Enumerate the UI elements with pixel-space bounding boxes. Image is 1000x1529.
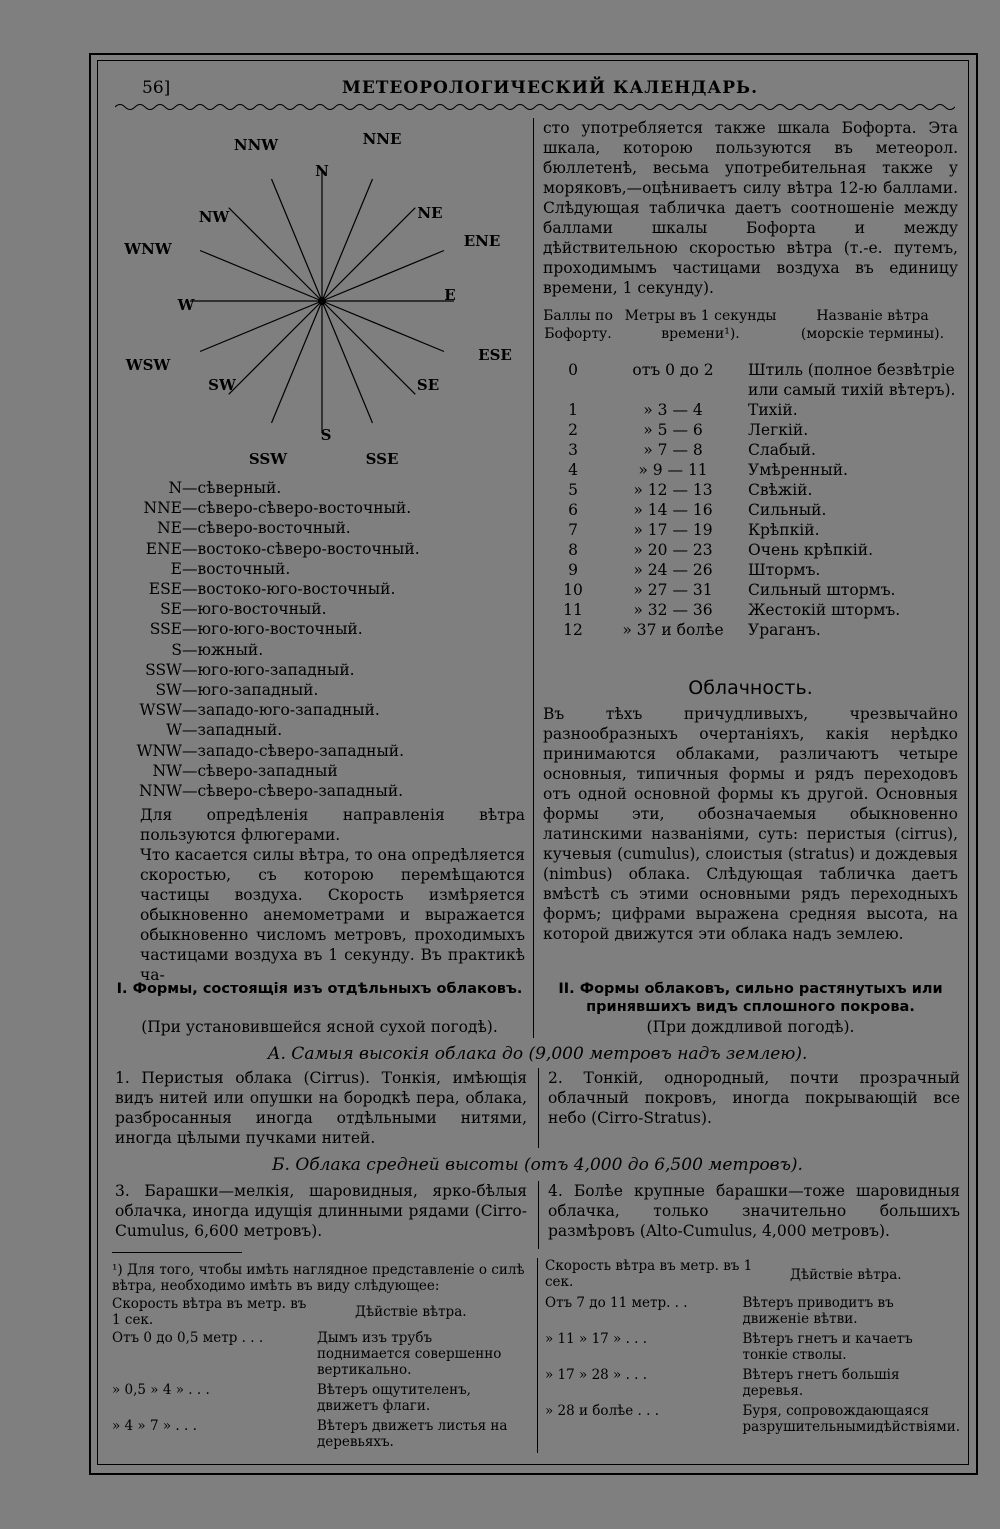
direction-name: —юго-юго-восточный. <box>182 620 363 639</box>
footnote-speed: Отъ 0 до 0,5 метр . . . <box>112 1330 264 1346</box>
cloud-item-4: 4. Болѣе крупные барашки—тоже шаровидныя облачка, только значительно большихъ размѣровъ (Alto-Cumulus, 4,000 метровъ). <box>548 1182 960 1240</box>
footnote-speed: » 4 » 7 » . . . <box>112 1418 197 1434</box>
footnote-intro: ¹) Для того, чтобы имѣть наглядное представленіе о силѣ вѣтра, необходимо имѣть въ виду слѣдующее: <box>112 1262 525 1294</box>
beaufort-ball: 3 <box>568 441 578 459</box>
item-divider-a <box>538 1068 539 1148</box>
direction-name: —сѣверо-восточный. <box>182 519 351 538</box>
section-i-note: (При установившейся ясной сухой погодѣ). <box>141 1018 498 1036</box>
direction-row <box>112 640 263 660</box>
compass-rose <box>110 118 530 478</box>
beaufort-speed: » 20 — 23 <box>633 541 713 559</box>
compass-label-w: W <box>177 296 195 314</box>
section-ii-note: (При дождливой погодѣ). <box>646 1018 855 1036</box>
footnote-row <box>545 1367 960 1403</box>
beaufort-name: Штормъ. <box>748 561 821 579</box>
cloud-item-2: 2. Тонкій, однородный, почти прозрачный облачный покровъ, иногда покрывающій все небо (Cirro-Stratus). <box>548 1069 960 1127</box>
cloud-item-1: 1. Перистыя облака (Cirrus). Тонкія, имѣющія видъ нитей или опушки на бородкѣ пера, облака, разбросанныя иногда отдѣльными нитями, иногда цѣлыми пучками нитей. <box>115 1069 527 1147</box>
section-ii-title: II. Формы облаковъ, сильно растянутыхъ или принявшихъ видъ сплошного покрова. <box>558 981 943 1015</box>
beaufort-ball: 11 <box>563 601 583 619</box>
beaufort-row <box>548 580 958 600</box>
beaufort-header-name: Названіе вѣтра (морскіе термины). <box>800 308 945 342</box>
compass-center <box>318 297 326 305</box>
beaufort-speed: » 12 — 13 <box>633 481 713 499</box>
direction-row <box>112 579 395 599</box>
footnote-effect: Дымъ изъ трубъ поднимается совершенно вертикально. <box>316 1330 502 1378</box>
direction-abbr: NNE <box>143 499 182 518</box>
direction-name: —сѣверо-сѣверо-восточный. <box>182 499 412 518</box>
direction-abbr: SW <box>155 681 182 699</box>
direction-abbr: NE <box>157 519 182 538</box>
compass-label-wsw: WSW <box>125 356 171 374</box>
footnote-rule <box>112 1252 242 1253</box>
compass-label-nw: NW <box>198 208 230 226</box>
section-i-title: I. Формы, состоящія изъ отдѣльныхъ облаковъ. <box>116 981 523 997</box>
beaufort-name: Ураганъ. <box>748 621 821 639</box>
direction-abbr: NW <box>152 761 182 780</box>
beaufort-speed: » 9 — 11 <box>638 461 708 479</box>
footnote-divider <box>537 1258 538 1453</box>
compass-ray-se <box>322 301 415 394</box>
direction-row <box>112 700 380 720</box>
beaufort-ball: 12 <box>563 621 583 639</box>
compass-ray-sw <box>229 301 322 394</box>
compass-label-ssw: SSW <box>248 450 288 468</box>
footnote-speed: » 11 » 17 » . . . <box>545 1331 648 1347</box>
right-paragraph-1: сто употребляется также шкала Бофорта. Эта шкала, которою пользуются въ метеорол. бюллетенѣ, весьма употребительная также у моряковъ,—оцѣниваетъ силу вѣтра 12-ю баллами. Слѣдующая табличка даетъ соотношеніе между баллами шкалы Бофорта и между дѣйствительною скоростью вѣтра (т.-е. путемъ, проходимымъ частицами воздуха въ единицу времени, 1 секунду). <box>543 119 958 297</box>
group-a-heading: А. Самыя высокія облака до (9,000 метровъ надъ землею). <box>267 1044 808 1064</box>
beaufort-speed: » 14 — 16 <box>633 501 713 519</box>
beaufort-name: Очень крѣпкій. <box>748 541 874 559</box>
beaufort-row <box>548 540 958 560</box>
direction-abbr: N <box>168 479 182 497</box>
direction-row <box>112 559 290 579</box>
group-b-heading: Б. Облака средней высоты (отъ 4,000 до 6,500 метровъ). <box>272 1155 803 1175</box>
clouds-paragraph: Въ тѣхъ причудливыхъ, чрезвычайно разнообразныхъ очертаніяхъ, какія нерѣдко принимаются облаками, различаютъ четыре основныя, типичныя формы и рядъ переходовъ отъ одной основной формы къ другой. Основныя формы эти, обозначаемыя обыкновенно латинскими названіями, суть: перистыя (cirrus), кучевыя (cumulus), слоистыя (stratus) и дождевыя (nimbus) облака. Слѣдующая табличка даетъ вмѣстѣ съ этими основными рядъ переходныхъ формъ; цифрами выражена средняя высота, на которой движутся эти облака надъ землею. <box>543 705 958 943</box>
footnote-row <box>545 1403 960 1439</box>
beaufort-ball: 9 <box>568 561 578 579</box>
direction-name: —востоко-сѣверо-восточный. <box>182 539 420 558</box>
beaufort-row <box>548 600 958 620</box>
direction-row <box>112 539 420 559</box>
beaufort-row <box>548 500 958 520</box>
beaufort-ball: 5 <box>568 481 578 499</box>
beaufort-ball: 6 <box>568 501 578 519</box>
direction-row <box>112 720 282 740</box>
beaufort-row <box>548 560 958 580</box>
direction-name: —западо-юго-западный. <box>182 701 380 720</box>
beaufort-name: Слабый. <box>748 441 816 459</box>
compass-label-ne: NE <box>417 204 443 222</box>
compass-label-nne: NNE <box>362 130 402 148</box>
direction-abbr: W <box>166 721 182 740</box>
direction-name: —сѣверо-западный <box>182 761 338 780</box>
compass-label-ese: ESE <box>478 346 512 364</box>
footnote-speed: » 17 » 28 » . . . <box>545 1367 648 1383</box>
footnote-col-effect-right: Дѣйствіе вѣтра. <box>790 1267 902 1283</box>
direction-row <box>112 518 351 538</box>
beaufort-ball: 2 <box>568 421 578 439</box>
footnote-row <box>545 1331 960 1367</box>
footnote-effect: Вѣтеръ гнетъ и качаетъ тонкіе стволы. <box>742 1331 913 1363</box>
beaufort-speed: » 37 и болѣе <box>622 621 724 639</box>
section-divider <box>533 978 534 1033</box>
clouds-heading: Облачность. <box>688 677 813 699</box>
beaufort-speed: » 17 — 19 <box>633 521 713 539</box>
direction-row <box>112 680 318 700</box>
footnote-table-left <box>112 1330 527 1454</box>
direction-row <box>112 619 363 639</box>
header-wavy-rule <box>115 101 955 113</box>
compass-label-sse: SSE <box>365 450 399 468</box>
direction-abbr: SSE <box>149 620 182 639</box>
direction-abbr: WNW <box>136 741 182 760</box>
beaufort-table <box>548 360 958 640</box>
beaufort-name: Тихій. <box>748 401 798 419</box>
beaufort-name: Штиль (полное безвѣтріе или самый тихій вѣтеръ). <box>748 361 956 399</box>
item-divider-b <box>538 1181 539 1249</box>
footnote-row <box>112 1330 527 1382</box>
beaufort-row <box>548 520 958 540</box>
beaufort-row <box>548 400 958 420</box>
compass-label-nnw: NNW <box>233 136 279 154</box>
compass-ray-nw <box>229 208 322 301</box>
beaufort-speed: » 24 — 26 <box>633 561 713 579</box>
footnote-row <box>545 1295 960 1331</box>
direction-row <box>112 660 355 680</box>
left-paragraph-2: Что касается силы вѣтра, то она опредѣляется скоростью, съ которою перемѣщаются частицы воздуха. Скорость измѣряется обыкновенно анемометрами и выражается обыкновенно числомъ метровъ, проходимыхъ частицами воздуха въ 1 секунду. Въ практикѣ ча- <box>140 846 525 984</box>
footnote-effect: Вѣтеръ движетъ листья на деревьяхъ. <box>316 1418 508 1450</box>
beaufort-name: Жестокій штормъ. <box>748 601 901 619</box>
beaufort-ball: 4 <box>568 461 578 479</box>
direction-name: —юго-юго-западный. <box>182 660 355 679</box>
beaufort-speed: » 32 — 36 <box>633 601 713 619</box>
footnote-effect: Вѣтеръ приводитъ въ движеніе вѣтви. <box>742 1295 894 1327</box>
direction-abbr: E <box>170 559 182 578</box>
direction-abbr: S <box>171 640 182 659</box>
compass-label-se: SE <box>416 376 440 394</box>
footnote-row <box>112 1382 527 1418</box>
direction-abbr: NNW <box>138 782 182 800</box>
beaufort-name: Сильный. <box>748 501 827 519</box>
page-number: 56] <box>142 78 171 98</box>
beaufort-name: Свѣжій. <box>748 481 813 499</box>
beaufort-row <box>548 440 958 460</box>
beaufort-speed: » 5 — 6 <box>643 421 703 439</box>
left-paragraph-1: Для опредѣленія направленія вѣтра пользуются флюгерами. <box>140 806 525 844</box>
footnote-table-right <box>545 1295 960 1439</box>
beaufort-speed: » 27 — 31 <box>633 581 713 599</box>
beaufort-row <box>548 460 958 480</box>
compass-label-wnw: WNW <box>124 240 172 258</box>
footnote-speed: » 0,5 » 4 » . . . <box>112 1382 210 1398</box>
direction-row <box>112 599 327 619</box>
direction-row <box>112 478 281 498</box>
beaufort-row <box>548 420 958 440</box>
beaufort-speed: отъ 0 до 2 <box>632 361 714 379</box>
footnote-effect: Буря, сопровождающаяся разрушительнымидѣйствіями. <box>742 1403 961 1435</box>
direction-abbr: ESE <box>148 580 182 598</box>
beaufort-ball: 8 <box>568 541 578 559</box>
footnote-speed: » 28 и болѣе . . . <box>545 1403 660 1419</box>
cloud-item-3: 3. Барашки—мелкія, шаровидныя, ярко-бѣлыя облачка, иногда идущія длинными рядами (Cirro-Cumulus, 6,600 метровъ). <box>115 1182 527 1240</box>
page-title: МЕТЕОРОЛОГИЧЕСКИЙ КАЛЕНДАРЬ. <box>342 78 758 98</box>
footnote-effect: Вѣтеръ ощутителенъ, движетъ флаги. <box>316 1382 471 1414</box>
compass-label-s: S <box>320 426 332 444</box>
footnote-col-speed-left: Скорость вѣтра въ метр. въ 1 сек. <box>112 1296 307 1328</box>
direction-row <box>112 741 404 761</box>
beaufort-header-ball: Баллы по Бофорту. <box>543 308 613 342</box>
direction-name: —западо-сѣверо-западный. <box>182 741 405 760</box>
beaufort-name: Сильный штормъ. <box>748 581 896 599</box>
beaufort-ball: 7 <box>568 521 578 539</box>
beaufort-name: Легкій. <box>748 421 809 439</box>
beaufort-ball: 1 <box>568 401 578 419</box>
compass-label-e: E <box>444 286 456 304</box>
direction-row <box>112 498 411 518</box>
beaufort-name: Умѣренный. <box>748 461 848 479</box>
direction-name: —сѣверо-сѣверо-западный. <box>182 782 404 800</box>
beaufort-speed: » 7 — 8 <box>643 441 703 459</box>
footnote-col-speed-right: Скорость вѣтра въ метр. въ 1 сек. <box>545 1258 753 1290</box>
direction-name: —западный. <box>182 721 283 740</box>
direction-name: —сѣверный. <box>182 479 282 497</box>
footnote-row <box>112 1418 527 1454</box>
direction-abbr: SSW <box>145 660 182 679</box>
compass-label-ene: ENE <box>463 232 501 250</box>
footnote-speed: Отъ 7 до 11 метр. . . <box>545 1295 688 1311</box>
direction-abbr: ENE <box>145 539 182 558</box>
beaufort-row <box>548 360 958 400</box>
beaufort-name: Крѣпкій. <box>748 521 820 539</box>
direction-abbr: WSW <box>139 701 182 720</box>
beaufort-ball: 0 <box>568 361 578 379</box>
column-divider-top <box>533 118 534 1038</box>
direction-name: —юго-западный. <box>182 681 319 699</box>
direction-name: —южный. <box>182 640 264 659</box>
beaufort-row <box>548 480 958 500</box>
direction-name: —восточный. <box>182 559 291 578</box>
direction-name: —юго-восточный. <box>182 600 327 619</box>
beaufort-speed: » 3 — 4 <box>643 401 703 419</box>
direction-name: —востоко-юго-восточный. <box>182 580 396 598</box>
compass-label-n: N <box>315 162 329 180</box>
compass-ray-ne <box>322 208 415 301</box>
footnote-col-effect-left: Дѣйствіе вѣтра. <box>355 1304 467 1320</box>
direction-row <box>112 761 338 781</box>
direction-abbr: SE <box>160 600 182 619</box>
footnote-effect: Вѣтеръ гнетъ большія деревья. <box>742 1367 900 1399</box>
compass-label-sw: SW <box>208 376 236 394</box>
beaufort-header-speed: Метры въ 1 секунды времени¹). <box>624 308 777 342</box>
beaufort-row <box>548 620 958 640</box>
direction-row <box>112 781 403 801</box>
beaufort-ball: 10 <box>563 581 583 599</box>
